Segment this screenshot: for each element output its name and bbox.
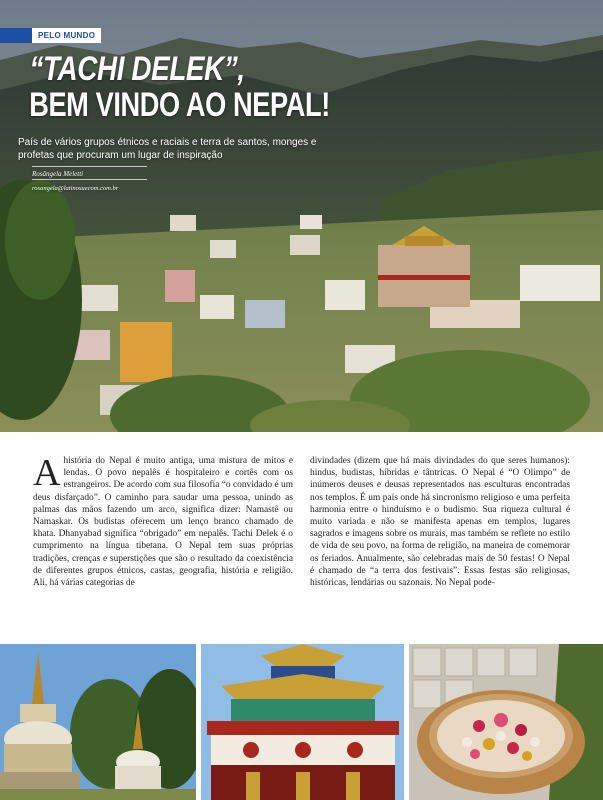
article-body — [33, 452, 570, 640]
photo-flower-bowl — [409, 644, 603, 800]
article-subtitle: País de vários grupos étnicos e raciais e terra de santos, monges e profetas que procuram um lugar de inspiração — [18, 137, 317, 161]
article-title-line-2: BEM VINDO AO NEPAL! — [29, 86, 330, 124]
author-divider-bottom — [32, 179, 147, 180]
section-tag-bar — [0, 28, 32, 43]
article-title — [18, 52, 418, 122]
temple-illustration — [201, 644, 404, 800]
author-divider-top — [32, 166, 147, 167]
photo-stupas — [0, 644, 196, 800]
photo-temple — [201, 644, 404, 800]
author-name: Rosângela Meletti — [32, 170, 84, 178]
article-column-2-text: divindades (dizem que há mais divindades do que seres humanos): hindus, budistas, híbridas e tântricas. O Nepal é “O Olimpo” de inúmeros deuses e deusas representados nas esculturas encontradas nos templos. É um país onde há sincronismo religioso e uma perfeita harmonia entre o hinduísmo e o budismo. Sua riqueza cultural é muito variada e não se manifesta apenas em templos, lugares sagrados e imagens sobre os murais, mas também se reflete no estilo de vida de seu povo, na forma de religião, na maneira de comemorar os feriados. Anualmente, são celebradas mais de 50 festas! O Nepal é chamado de “a terra dos festivais”. Essas festas são religiosas, históricas, lendárias ou sazonais. No Nepal pode- — [310, 456, 570, 589]
article-column-1-text: história do Nepal é muito antiga, uma mistura de mitos e lendas. O povo nepalês é hospitaleiro e cortês com os estrangeiros. De acordo com sua filosofia “o convidado é um deus disfarçado”. O caminho para saudar uma pessoa, unindo as palmas das mãos fazendo um arco, significa dizer: Namastê ou Namaskar. Os budistas oferecem um lenço branco chamado de khata. Dhanyabad significa “obrigado” em nepalês. Tachi Delek é o cumprimento na língua tibetana. O Nepal tem suas próprias tradições, crenças e superstições que são o resultado da coexistência de diferentes grupos étnicos, castas, geografia, história e religião. Ali, há várias categorias de — [33, 456, 293, 589]
author-email[interactable]: rosangela@latinosuecom.com.br — [32, 185, 119, 192]
section-tag-label: PELO MUNDO — [32, 28, 101, 43]
stupa-illustration — [0, 644, 196, 800]
flower-bowl-illustration — [409, 644, 603, 800]
section-tag — [0, 28, 101, 43]
article-title-line-1: “TACHI DELEK”, — [29, 50, 245, 88]
drop-cap: A — [33, 452, 61, 494]
article-column-1 — [33, 452, 293, 640]
article-column-2 — [310, 455, 570, 640]
